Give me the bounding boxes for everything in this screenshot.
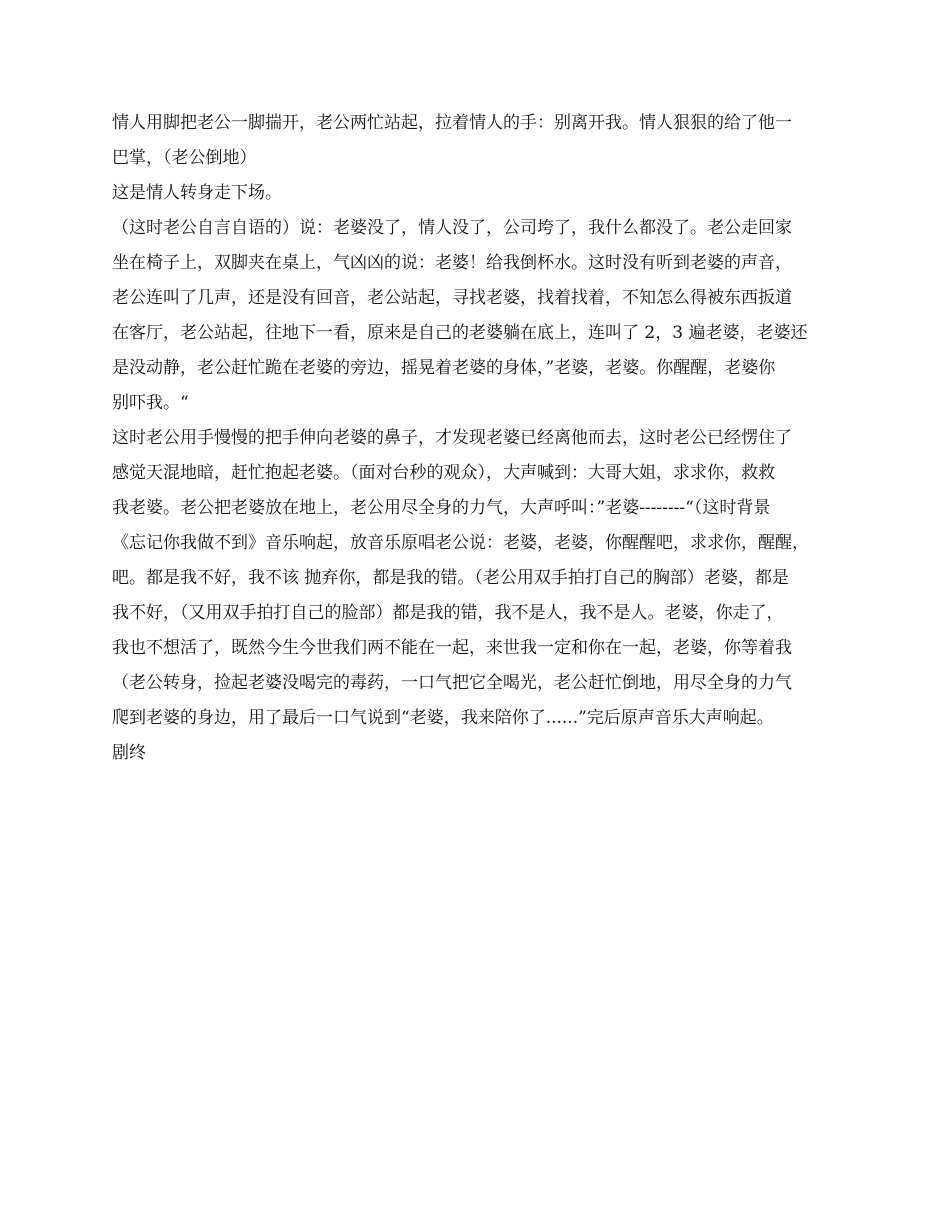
paragraph-10: 这时老公用手慢慢的把手伸向老婆的鼻子，才发现老婆已经离他而去，这时老公已经愣住了 bbox=[112, 428, 792, 448]
paragraph-13: 《忘记你我做不到》音乐响起，放音乐原唱老公说：老婆，老婆，你醒醒吧，求求你，醒醒， bbox=[112, 533, 809, 553]
paragraph-1: 情人用脚把老公一脚揣开，老公两忙站起，拉着情人的手：别离开我。情人狠狠的给了他一 bbox=[112, 113, 792, 133]
paragraph-9: 别吓我。“ bbox=[112, 393, 189, 413]
document-body bbox=[112, 112, 842, 777]
paragraph-8: 是没动静，老公赶忙跪在老婆的旁边，摇晃着老婆的身体，”老婆，老婆。你醒醒，老婆你 bbox=[112, 358, 776, 378]
paragraph-16: 我也不想活了，既然今生今世我们两不能在一起，来世我一定和你在一起，老婆，你等着我 bbox=[112, 638, 792, 658]
paragraph-11: 感觉天混地暗，赶忙抱起老婆。（面对台秒的观众），大声喊到：大哥大姐，求求你，救救 bbox=[112, 463, 775, 483]
paragraph-6: 老公连叫了几声，还是没有回音，老公站起，寻找老婆，找着找着，不知怎么得被东西扳道 bbox=[112, 288, 792, 308]
paragraph-7: 在客厅，老公站起，往地下一看，原来是自己的老婆躺在底上，连叫了 2，3 遍老婆，老婆还 bbox=[112, 323, 808, 343]
paragraph-2: 巴掌，（老公倒地） bbox=[112, 148, 257, 168]
paragraph-17: （老公转身，捡起老婆没喝完的毒药，一口气把它全喝光，老公赶忙倒地，用尽全身的力气 bbox=[112, 673, 792, 693]
paragraph-14: 吧。都是我不好，我不该 抛弃你，都是我的错。（老公用双手拍打自己的胸部）老婆，都是 bbox=[112, 568, 789, 588]
paragraph-5: 坐在椅子上，双脚夹在桌上，气凶凶的说：老婆！给我倒杯水。这时没有听到老婆的声音， bbox=[112, 253, 792, 273]
paragraph-19-ending: 剧终 bbox=[112, 743, 146, 763]
paragraph-3: 这是情人转身走下场。 bbox=[112, 183, 282, 203]
paragraph-12: 我老婆。老公把老婆放在地上，老公用尽全身的力气，大声呼叫：”老婆--------“（这时背景 bbox=[112, 498, 771, 518]
paragraph-15: 我不好，（又用双手拍打自己的脸部）都是我的错，我不是人，我不是人。老婆，你走了， bbox=[112, 603, 784, 623]
paragraph-18: 爬到老婆的身边，用了最后一口气说到“老婆，我来陪你了......”完后原声音乐大声响起。 bbox=[112, 708, 774, 728]
paragraph-4: （这时老公自言自语的）说：老婆没了，情人没了，公司垮了，我什么都没了。老公走回家 bbox=[112, 218, 792, 238]
